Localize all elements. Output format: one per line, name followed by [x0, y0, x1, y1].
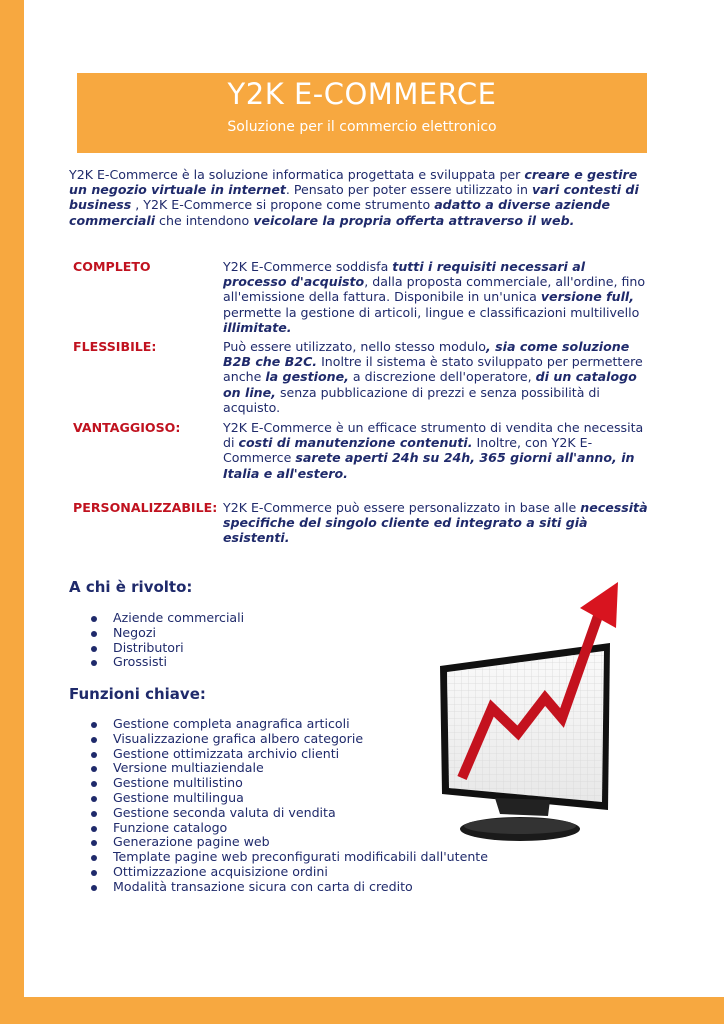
page-title: Y2K E-COMMERCE [227, 77, 497, 111]
bullet-icon [91, 631, 97, 637]
emphasis-text: vari contesti di business [69, 182, 639, 213]
monitor-growth-arrow-icon [440, 578, 630, 848]
feature-description [223, 339, 651, 415]
bullet-icon [91, 766, 97, 772]
list-item [91, 821, 488, 836]
list-item [91, 611, 244, 626]
header-banner [77, 73, 647, 153]
list-item-text: Generazione pagine web [113, 834, 270, 850]
body-text: permette la gestione di articoli, lingue e classificazioni multilivello [223, 304, 640, 320]
list-item [91, 655, 244, 670]
list-item [91, 865, 488, 880]
list-item [91, 626, 244, 641]
feature-description [223, 420, 651, 481]
list-item [91, 747, 488, 762]
list-item [91, 806, 488, 821]
feature-label: PERSONALIZZABILE: [73, 500, 218, 515]
intro-paragraph [69, 167, 659, 228]
bullet-icon [91, 752, 97, 758]
left-accent-bar [0, 0, 24, 1024]
emphasis-text: necessità specifiche del singolo cliente ed integrato a siti già esistenti. [223, 500, 648, 546]
body-text: Inoltre il sistema è stato sviluppato per permettere anche [223, 354, 643, 385]
emphasis-text: di un catalogo on line, [223, 369, 637, 400]
list-item-text: Template pagine web preconfigurati modificabili dall'utente [113, 849, 488, 865]
body-text: . Pensato per poter essere utilizzato in [285, 182, 532, 198]
emphasis-text: costi di manutenzione contenuti. [238, 435, 473, 451]
list-item [91, 791, 488, 806]
body-text: a discrezione dell'operatore, [348, 369, 536, 385]
functions-list [91, 717, 488, 895]
list-item-text: Modalità transazione sicura con carta di credito [113, 878, 413, 894]
emphasis-text: adatto a diverse aziende commerciali [69, 197, 611, 228]
body-text: , Y2K E-Commerce si propone come strumento [131, 197, 435, 213]
body-text: senza pubblicazione di prezzi e senza possibilità di acquisto. [223, 384, 600, 415]
body-text: Y2K E-Commerce è la soluzione informatica progettata e sviluppata per [69, 167, 525, 182]
bullet-icon [91, 796, 97, 802]
list-item-text: Visualizzazione grafica albero categorie [113, 730, 364, 746]
audience-title: A chi è rivolto: [69, 578, 193, 596]
list-item [91, 835, 488, 850]
bullet-icon [91, 781, 97, 787]
list-item [91, 776, 488, 791]
list-item-text: Negozi [113, 624, 156, 640]
body-text: Può essere utilizzato, nello stesso modulo [223, 339, 487, 354]
list-item-text: Ottimizzazione acquisizione ordini [113, 863, 328, 879]
list-item [91, 641, 244, 656]
list-item-text: Gestione multilingua [113, 789, 244, 805]
feature-description [223, 259, 651, 335]
feature-label: COMPLETO [73, 259, 151, 274]
feature-label: FLESSIBILE: [73, 339, 157, 354]
emphasis-text: sarete aperti 24h su 24h, 365 giorni all'anno, in Italia e all'estero. [223, 450, 635, 481]
list-item-text: Versione multiaziendale [113, 760, 264, 776]
emphasis-text: la gestione, [265, 369, 349, 385]
body-text: Y2K E-Commerce può essere personalizzato in base alle [223, 500, 581, 515]
list-item-text: Gestione multilistino [113, 775, 243, 791]
list-item-text: Funzione catalogo [113, 819, 228, 835]
bullet-icon [91, 660, 97, 666]
list-item [91, 761, 488, 776]
body-text: Y2K E-Commerce soddisfa [223, 259, 393, 274]
bullet-icon [91, 646, 97, 652]
bullet-icon [91, 840, 97, 846]
emphasis-text: veicolare la propria offerta attraverso il web. [253, 212, 575, 228]
functions-title: Funzioni chiave: [69, 685, 206, 703]
bullet-icon [91, 616, 97, 622]
body-text: che intendono [155, 212, 254, 228]
emphasis-text: , sia come soluzione B2B che B2C. [223, 339, 630, 370]
bullet-icon [91, 722, 97, 728]
list-item-text: Gestione seconda valuta di vendita [113, 804, 336, 820]
bottom-accent-bar [24, 997, 724, 1024]
emphasis-text: creare e gestire un negozio virtuale in internet [69, 167, 638, 198]
list-item [91, 850, 488, 865]
body-text: , dalla proposta commerciale, all'ordine, fino all'emissione della fattura. Disponibile in un'unica [223, 274, 646, 305]
emphasis-text: tutti i requisiti necessari al processo d'acquisto [223, 259, 586, 290]
list-item [91, 880, 488, 895]
page-subtitle: Soluzione per il commercio elettronico [227, 119, 497, 135]
list-item-text: Grossisti [113, 654, 167, 670]
feature-description [223, 500, 651, 546]
emphasis-text: illimitate. [223, 319, 292, 335]
list-item-text: Gestione ottimizzata archivio clienti [113, 745, 340, 761]
bullet-icon [91, 855, 97, 861]
body-text: Y2K E-Commerce è un efficace strumento di vendita che necessita di [223, 420, 644, 451]
bullet-icon [91, 737, 97, 743]
list-item-text: Aziende commerciali [113, 610, 245, 625]
bullet-icon [91, 885, 97, 891]
bullet-icon [91, 870, 97, 876]
feature-label: VANTAGGIOSO: [73, 420, 181, 435]
list-item-text: Distributori [113, 639, 184, 655]
body-text: Inoltre, con Y2K E-Commerce [223, 435, 593, 466]
audience-list [91, 611, 244, 670]
bullet-icon [91, 826, 97, 832]
list-item [91, 717, 488, 732]
list-item-text: Gestione completa anagrafica articoli [113, 716, 350, 731]
list-item [91, 732, 488, 747]
bullet-icon [91, 811, 97, 817]
emphasis-text: versione full, [540, 289, 635, 305]
